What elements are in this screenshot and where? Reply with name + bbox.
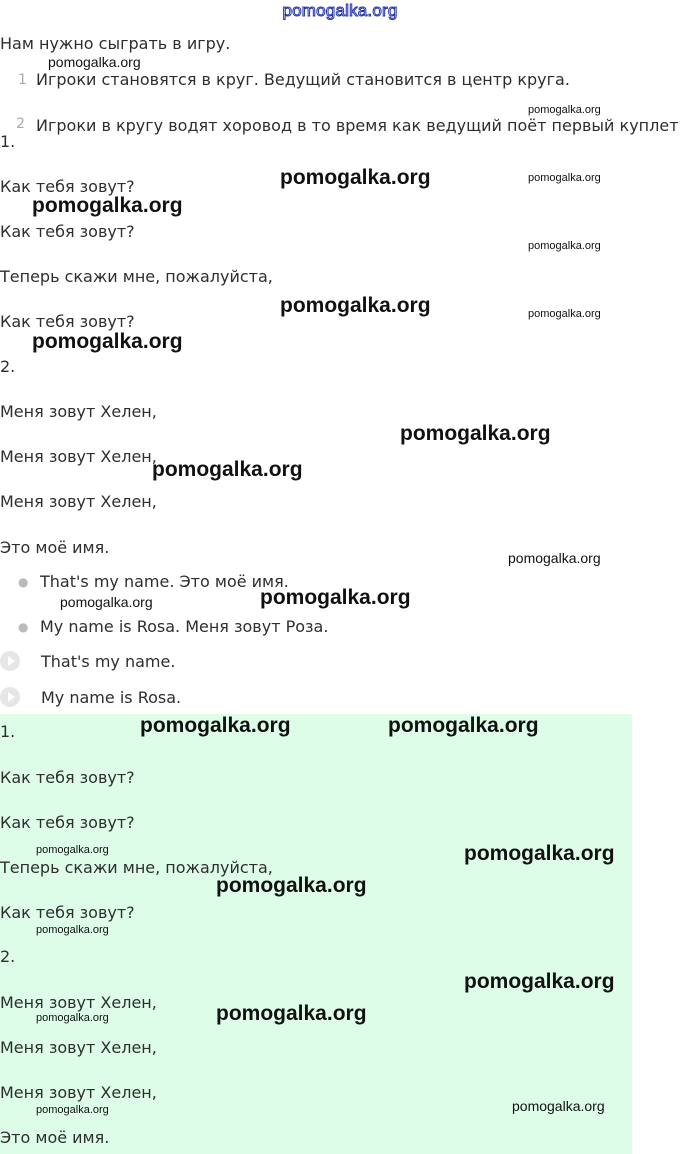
watermark: pomogalka.org [400, 422, 551, 445]
watermark: pomogalka.org [280, 166, 431, 189]
song-line: Это моё имя. [0, 538, 110, 557]
song-line: Меня зовут Хелен, [0, 447, 157, 466]
watermark: pomogalka.org [512, 1098, 605, 1114]
watermark: pomogalka.org [464, 842, 615, 865]
bullet-icon: ● [18, 620, 29, 634]
verse-label: 1. [0, 722, 16, 741]
phrase-item: My name is Rosa. Меня зовут Роза. [40, 617, 329, 636]
song-line: Как тебя зовут? [0, 177, 135, 196]
verse-label: 2. [0, 357, 16, 376]
phrase-item: That's my name. Это моё имя. [40, 572, 289, 591]
song-line: Теперь скажи мне, пожалуйста, [0, 267, 273, 286]
watermark: pomogalka.org [152, 458, 303, 481]
audio-phrase: My name is Rosa. [41, 688, 182, 707]
intro-text: Нам нужно сыграть в игру. [0, 34, 231, 53]
step-number: 1 [18, 72, 27, 88]
step-text: Игроки в кругу водят хоровод в то время как ведущий поёт первый куплет [36, 116, 679, 135]
song-line: Меня зовут Хелен, [0, 993, 157, 1012]
audio-phrase: That's my name. [41, 652, 176, 671]
song-line: Как тебя зовут? [0, 903, 135, 922]
step-number: 2 [16, 116, 25, 132]
verse-label: 1. [0, 132, 16, 151]
watermark: pomogalka.org [36, 1104, 109, 1116]
song-line: Меня зовут Хелен, [0, 1038, 157, 1057]
watermark: pomogalka.org [60, 594, 153, 610]
watermark: pomogalka.org [32, 194, 183, 217]
song-line: Как тебя зовут? [0, 312, 135, 331]
song-line: Меня зовут Хелен, [0, 1083, 157, 1102]
watermark: pomogalka.org [528, 308, 601, 320]
watermark: pomogalka.org [508, 550, 601, 566]
watermark: pomogalka.org [36, 844, 109, 856]
watermark: pomogalka.org [388, 714, 539, 737]
watermark: pomogalka.org [32, 330, 183, 353]
step-text: Игроки становятся в круг. Ведущий становится в центр круга. [36, 70, 570, 89]
song-line: Меня зовут Хелен, [0, 492, 157, 511]
watermark: pomogalka.org [216, 1002, 367, 1025]
watermark: pomogalka.org [216, 874, 367, 897]
watermark: pomogalka.org [140, 714, 291, 737]
verse-label: 2. [0, 947, 16, 966]
song-line: Это моё имя. [0, 1128, 110, 1147]
song-line: Теперь скажи мне, пожалуйста, [0, 858, 273, 877]
watermark: pomogalka.org [48, 54, 141, 70]
watermark: pomogalka.org [528, 240, 601, 252]
watermark: pomogalka.org [528, 104, 601, 116]
song-line: Меня зовут Хелен, [0, 402, 157, 421]
watermark: pomogalka.org [464, 970, 615, 993]
song-line: Как тебя зовут? [0, 813, 135, 832]
play-icon[interactable] [0, 687, 20, 707]
step-cut [0, 116, 680, 135]
site-title[interactable]: pomogalka.org [282, 1, 398, 20]
song-line: Как тебя зовут? [0, 768, 135, 787]
watermark: pomogalka.org [260, 586, 411, 609]
play-icon[interactable] [0, 651, 20, 671]
watermark: pomogalka.org [36, 924, 109, 936]
watermark: pomogalka.org [36, 1012, 109, 1024]
watermark: pomogalka.org [528, 172, 601, 184]
song-line: Как тебя зовут? [0, 222, 135, 241]
watermark: pomogalka.org [280, 294, 431, 317]
bullet-icon: ● [18, 575, 29, 589]
